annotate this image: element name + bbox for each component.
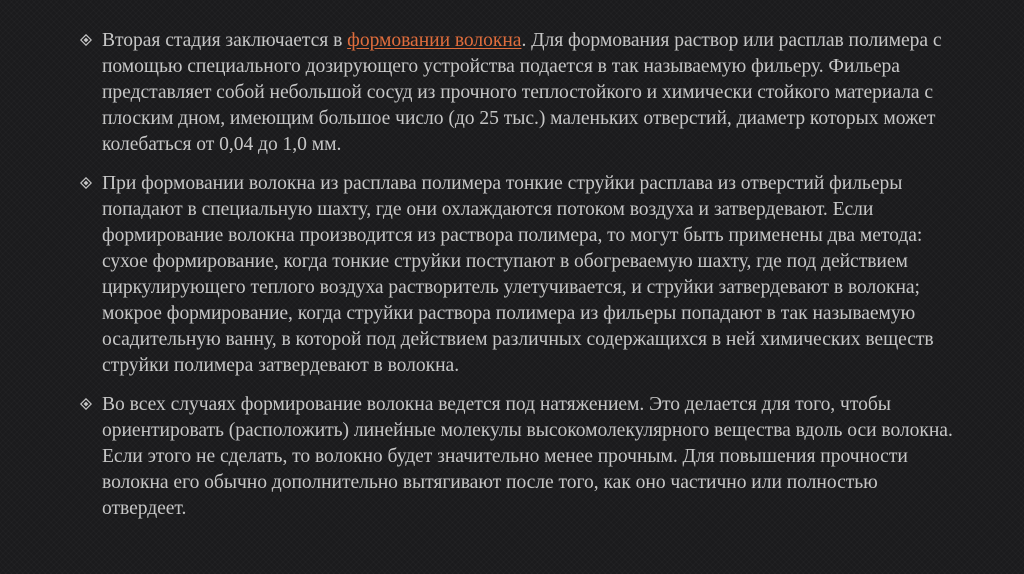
fiber-forming-link[interactable]: формовании волокна bbox=[347, 30, 522, 51]
bullet-item-2 bbox=[78, 171, 958, 379]
bullet-text-before-link: Вторая стадия заключается в bbox=[102, 30, 348, 51]
diamond-bullet-icon bbox=[78, 32, 94, 48]
bullet-text-after-link: . Для формования раствор или расплав полимера с помощью специального дозирующего устройства подается в так называемую фильеру. Фильера представляет собой небольшой сосуд из прочного теплостойкого и химически стойкого материала с плоским дном, имеющим большое число (до 25 тыс.) маленьких отверстий, диаметр которых может колебаться от 0,04 до 1,0 мм. bbox=[102, 30, 942, 155]
slide-content bbox=[78, 28, 958, 535]
bullet-item-3 bbox=[78, 392, 958, 522]
bullet-item-1 bbox=[78, 28, 958, 158]
diamond-bullet-icon bbox=[78, 396, 94, 412]
diamond-bullet-icon bbox=[78, 175, 94, 191]
bullet-text: При формовании волокна из расплава полимера тонкие струйки расплава из отверстий фильеры попадают в специальную шахту, где они охлаждаются потоком воздуха и затвердевают. Если формирование волокна производится из раствора полимера, то могут быть применены два метода: сухое формирование, когда тонкие струйки поступают в обогреваемую шахту, где под действием циркулирующего теплого воздуха растворитель улетучивается, и струйки затвердевают в волокна; мокрое формирование, когда струйки раствора полимера из фильеры попадают в так называемую осадительную ванну, в которой под действием различных содержащихся в ней химических веществ струйки полимера затвердевают в волокна. bbox=[102, 173, 934, 376]
bullet-text: Во всех случаях формирование волокна ведется под натяжением. Это делается для того, чтобы ориентировать (расположить) линейные молекулы высокомолекулярного вещества вдоль оси волокна. Если этого не сделать, то волокно будет значительно менее прочным. Для повышения прочности волокна его обычно дополнительно вытягивают после того, как оно частично или полностью отвердеет. bbox=[102, 394, 953, 519]
